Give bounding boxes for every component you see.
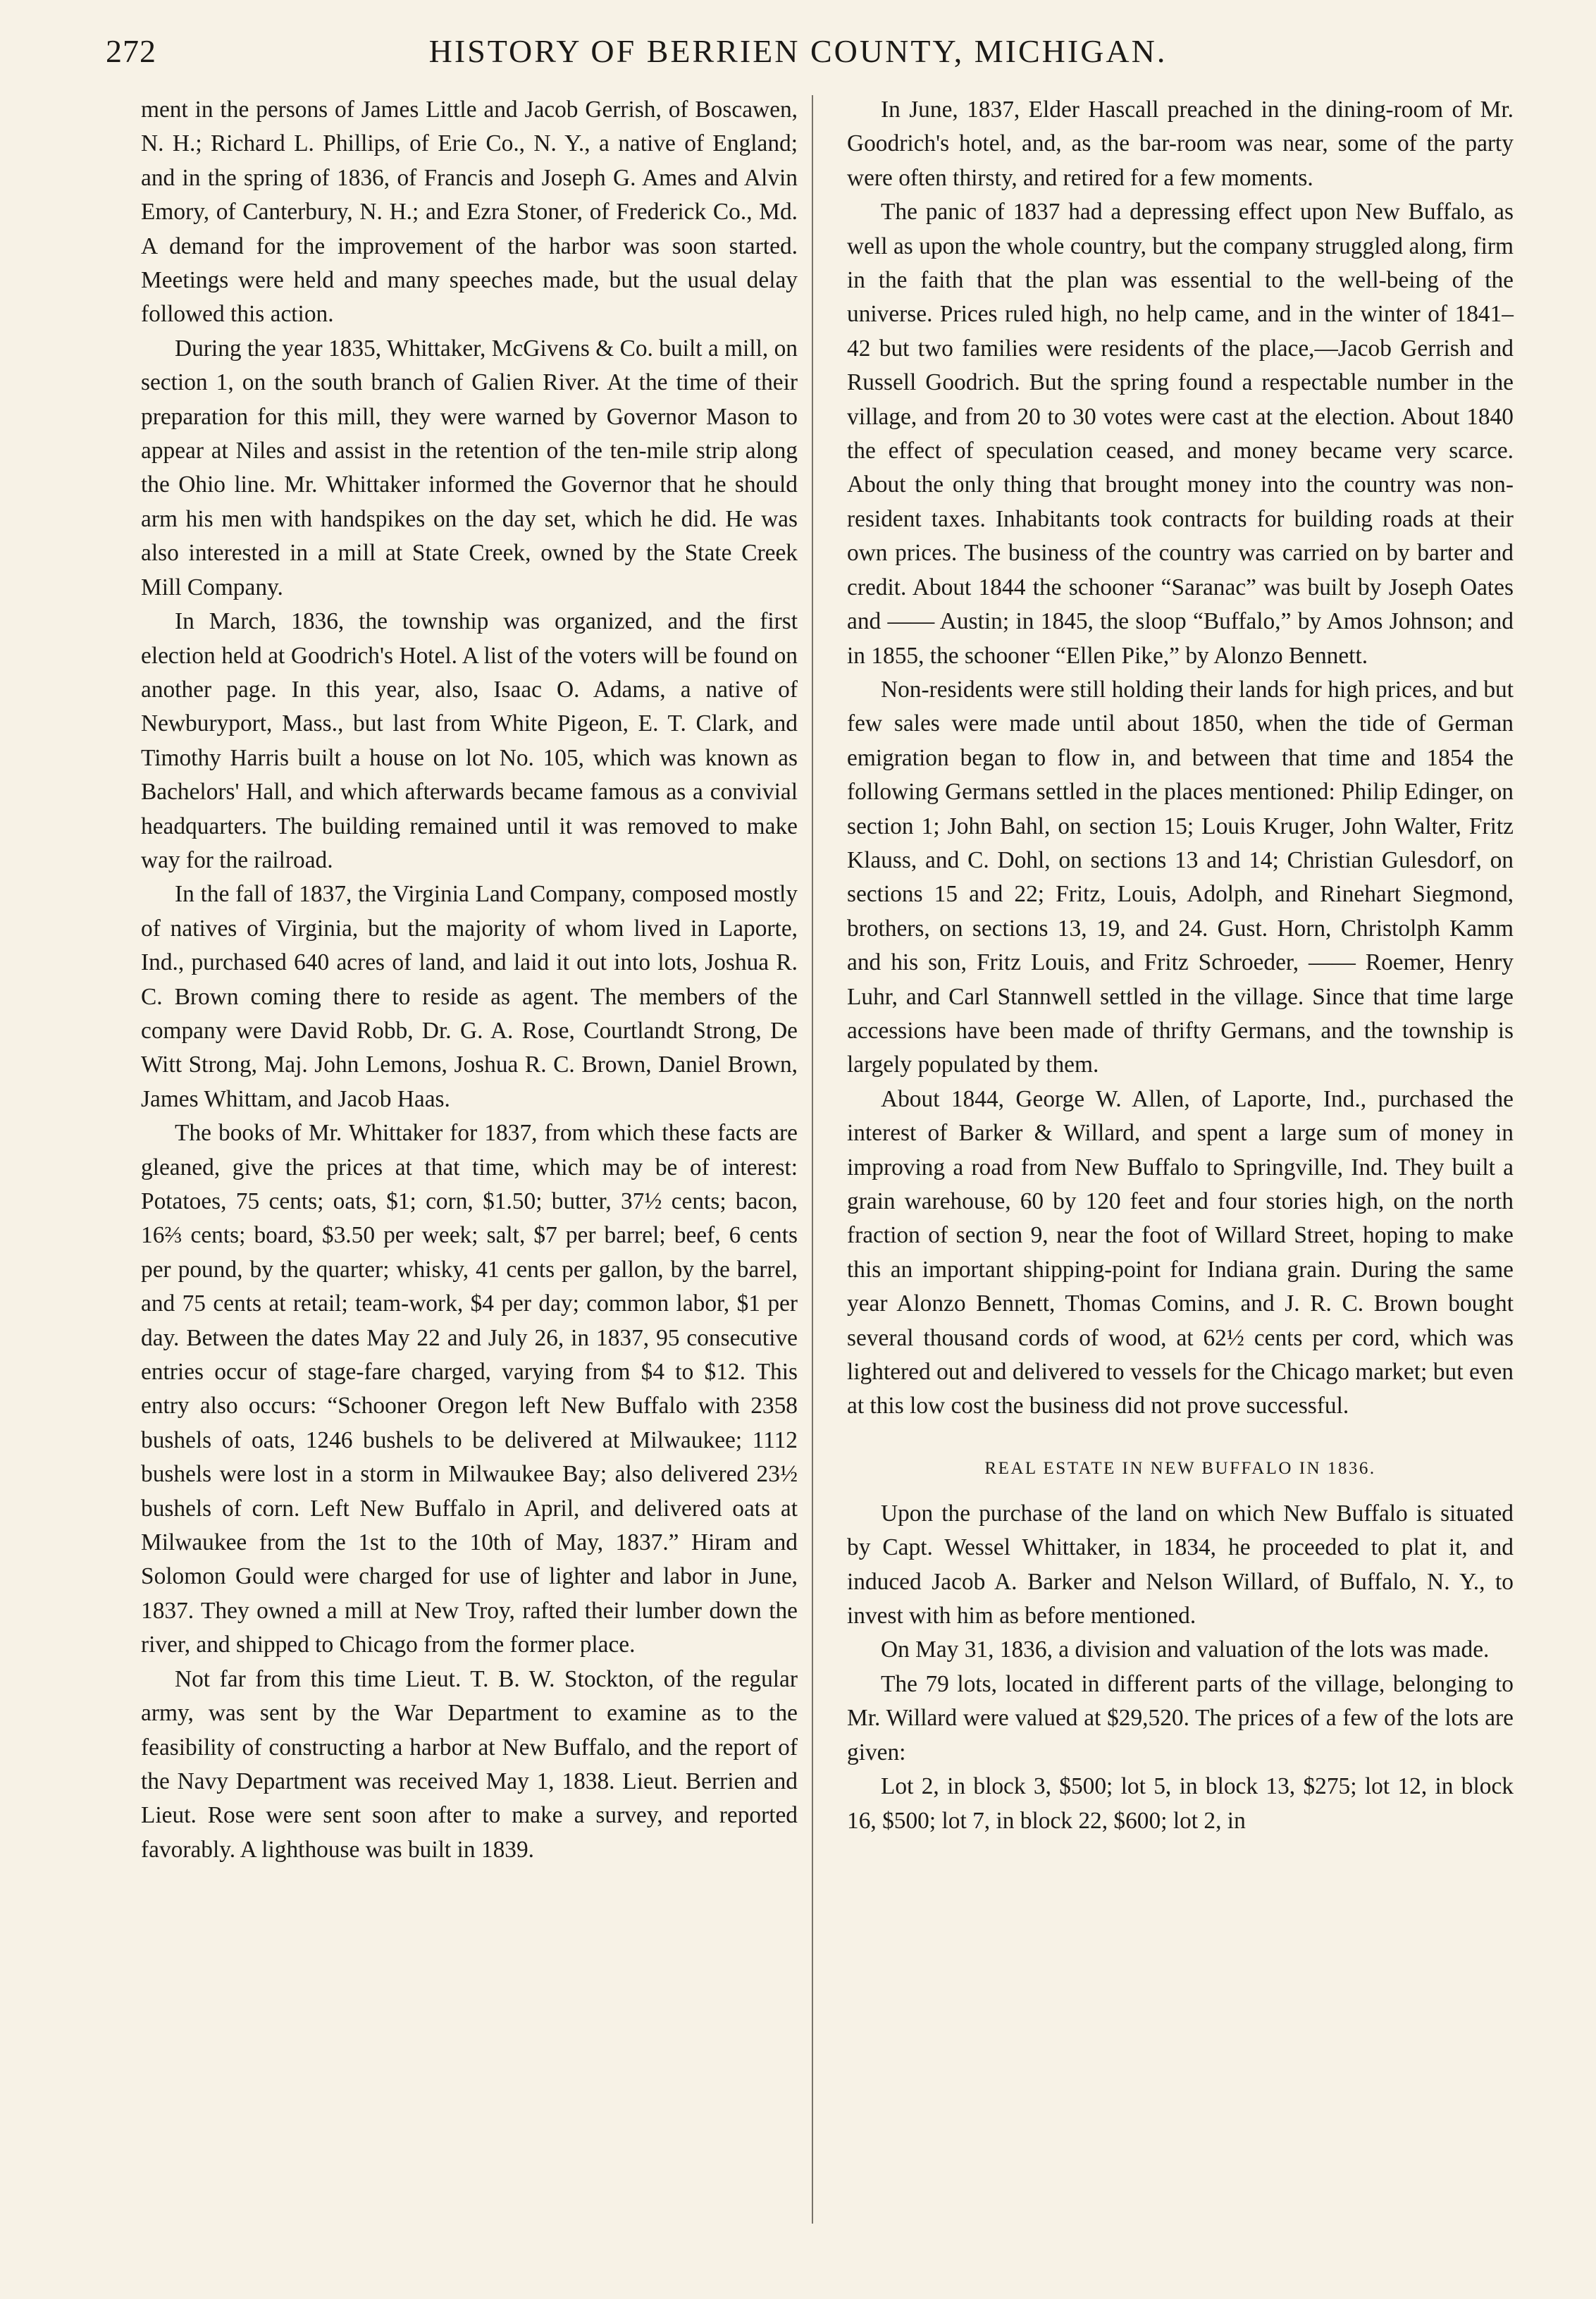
paragraph: In March, 1836, the township was organized, and the first election held at Goodrich's Hotel. A list of the voters will be found on another page. In this year, also, Isaac O. Adams, a native of Newburyport, Mass., but last from White Pigeon, E. T. Clark, and Timothy Harris built a house on lot No. 105, which was known as Bachelors' Hall, and which afterwards became famous as a convivial headquarters. The building remained until it was removed to make way for the railroad. <box>141 608 798 873</box>
paragraph: The books of Mr. Whittaker for 1837, from which these facts are gleaned, give the prices at that time, which may be of interest: Potatoes, 75 cents; oats, $1; corn, $1.50; butter, 37½ cents; bacon, 16⅔ cents; board, $3.50 per week; salt, $7 per barrel; beef, 6 cents per pound, by the quarter; whisky, 41 cents per gallon, by the barrel, and 75 cents at retail; team-work, $4 per day; common labor, $1 per day. Between the dates May 22 and July 26, in 1837, 95 consecutive entries occur of stage-fare charged, varying from $4 to $12. This entry also occurs: “Schooner Oregon left New Buffalo with 2358 bushels of oats, 1246 bushels to be delivered at Milwaukee; 1112 bushels were lost in a storm in Milwaukee Bay; also delivered 23½ bushels of corn. Left New Buffalo in April, and delivered oats at Milwaukee from the 1st to the 10th of May, 1837.” Hiram and Solomon Gould were charged for use of lighter and labor in June, 1837. They owned a mill at New Troy, rafted their lumber down the river, and shipped to Chicago from the former place. <box>141 1120 798 1658</box>
column-divider <box>812 95 813 2224</box>
section-heading: REAL ESTATE IN NEW BUFFALO IN 1836. <box>984 1458 1376 1478</box>
paragraph: Not far from this time Lieut. T. B. W. Stockton, of the regular army, was sent by the War Department to examine as to the feasibility of constructing a harbor at New Buffalo, and the report of the Navy Department was received May 1, 1838. Lieut. Berrien and Lieut. Rose were sent soon after to make a survey, and reported favorably. A lighthouse was built in 1839. <box>141 1665 798 1863</box>
paragraph: ment in the persons of James Little and Jacob Gerrish, of Boscawen, N. H.; Richard L. Phillips, of Erie Co., N. Y., a native of England; and in the spring of 1836, of Francis and Joseph G. Ames and Alvin Emory, of Canterbury, N. H.; and Ezra Stoner, of Frederick Co., Md. A demand for the improvement of the harbor was soon started. Meetings were held and many speeches made, but the usual delay followed this action. <box>141 97 798 328</box>
paragraph: Non-residents were still holding their lands for high prices, and but few sales were made until about 1850, when the tide of German emigration began to flow in, and between that time and 1854 the following Germans settled in the places mentioned: Philip Edinger, on section 1; John Bahl, on section 15; Louis Kruger, John Walter, Fritz Klauss, and C. Dohl, on sections 13 and 14; Christian Gulesdorf, on sections 15 and 22; Fritz, Louis, Adolph, and Rinehart Siegmond, brothers, on sections 13, 19, and 24. Gust. Horn, Christolph Kamm and his son, Fritz Louis, and Fritz Schroeder, —— Roemer, Henry Luhr, and Carl Stannwell settled in the village. Since that time large accessions have been made of thrifty Germans, and the township is largely populated by them. <box>847 676 1514 1078</box>
running-head <box>0 27 1596 76</box>
paragraph: On May 31, 1836, a division and valuation of the lots was made. <box>881 1637 1490 1663</box>
paragraph: About 1844, George W. Allen, of Laporte, Ind., purchased the interest of Barker & Willard, and spent a large sum of money in improving a road from New Buffalo to Springville, Ind. They built a grain warehouse, 60 by 120 feet and four stories high, on the north fraction of section 9, near the foot of Willard Street, hoping to make this an important shipping-point for Indiana grain. During the same year Alonzo Bennett, Thomas Comins, and J. R. C. Brown bought several thousand cords of wood, at 62½ cents per cord, which was lightered out and delivered to vessels for the Chicago market; but even at this low cost the business did not prove successful. <box>847 1085 1514 1419</box>
running-title: HISTORY OF BERRIEN COUNTY, MICHIGAN. <box>428 33 1168 69</box>
paragraph: During the year 1835, Whittaker, McGivens & Co. built a mill, on section 1, on the south branch of Galien River. At the time of their preparation for this mill, they were warned by Governor Mason to appear at Niles and assist in the retention of the ten-mile strip along the Ohio line. Mr. Whittaker informed the Governor that he should arm his men with handspikes on the day set, which he did. He was also interested in a mill at State Creek, owned by the State Creek Mill Company. <box>141 335 798 600</box>
page-number: 272 <box>106 33 156 69</box>
paragraph: The 79 lots, located in different parts of the village, belonging to Mr. Willard were valued at $29,520. The prices of a few of the lots are given: <box>847 1670 1514 1765</box>
left-column <box>141 93 798 1867</box>
paragraph: The panic of 1837 had a depressing effect upon New Buffalo, as well as upon the whole country, but the company struggled along, firm in the faith that the plan was essential to the well-being of the universe. Prices ruled high, no help came, and in the winter of 1841–42 but two families were residents of the place,—Jacob Gerrish and Russell Goodrich. But the spring found a respectable number in the village, and from 20 to 30 votes were cast at the election. About 1840 the effect of speculation ceased, and money became very scarce. About the only thing that brought money into the country was non-resident taxes. Inhabitants took contracts for building roads at their own prices. The business of the country was carried on by barter and credit. About 1844 the schooner “Saranac” was built by Joseph Oates and —— Austin; in 1845, the sloop “Buffalo,” by Amos Johnson; and in 1855, the schooner “Ellen Pike,” by Alonzo Bennett. <box>847 199 1514 669</box>
paragraph: In June, 1837, Elder Hascall preached in the dining-room of Mr. Goodrich's hotel, and, as the bar-room was near, some of the party were often thirsty, and retired for a few moments. <box>847 97 1514 191</box>
right-column <box>847 93 1514 1838</box>
paragraph: Upon the purchase of the land on which New Buffalo is situated by Capt. Wessel Whittaker, in 1834, he proceeded to plat it, and induced Jacob A. Barker and Nelson Willard, of Buffalo, N. Y., to invest with him as before mentioned. <box>847 1500 1514 1629</box>
paragraph: Lot 2, in block 3, $500; lot 5, in block 13, $275; lot 12, in block 16, $500; lot 7, in block 22, $600; lot 2, in <box>847 1773 1514 1834</box>
paragraph: In the fall of 1837, the Virginia Land Company, composed mostly of natives of Virginia, but the majority of whom lived in Laporte, Ind., purchased 640 acres of land, and laid it out into lots, Joshua R. C. Brown coming there to reside as agent. The members of the company were David Robb, Dr. G. A. Rose, Courtlandt Strong, De Witt Strong, Maj. John Lemons, Joshua R. C. Brown, Daniel Brown, James Whittam, and Jacob Haas. <box>141 881 798 1112</box>
